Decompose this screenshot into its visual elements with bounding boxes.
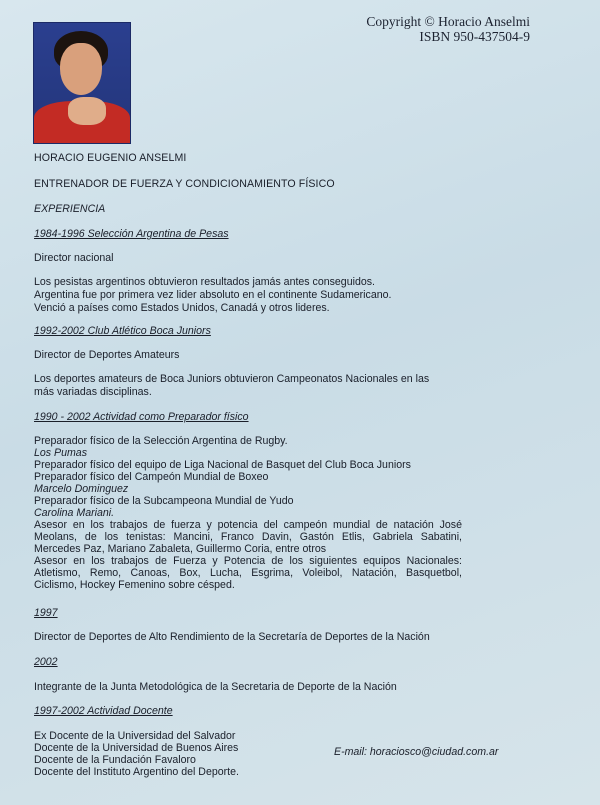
section-line: Argentina fue por primera vez lider absoluto en el continente Sudamericano.	[34, 289, 392, 301]
section-line: Asesor en los trabajos de Fuerza y Potencia de los siguientes equipos Nacionales:	[34, 555, 462, 567]
section-line: Preparador físico de la Subcampeona Mundial de Yudo	[34, 495, 294, 507]
section-line: Atletismo, Remo, Canoas, Box, Lucha, Esgrima, Voleibol, Natación, Basquetbol,	[34, 567, 462, 579]
author-name: HORACIO EUGENIO ANSELMI	[34, 152, 187, 164]
section-heading: 1997-2002 Actividad Docente	[34, 705, 173, 717]
section-line: Docente de la Universidad de Buenos Aires	[34, 742, 239, 754]
section-line: Meolans, de los tenistas: Mancini, Franco Davin, Gastón Etlis, Gabriela Sabatini,	[34, 531, 462, 543]
experience-heading: EXPERIENCIA	[34, 203, 106, 215]
section-role: Director nacional	[34, 252, 114, 264]
section-line: más variadas disciplinas.	[34, 386, 152, 398]
section-heading: 2002	[34, 656, 58, 668]
section-heading: 1990 - 2002 Actividad como Preparador físico	[34, 411, 249, 423]
section-line: Preparador físico de la Selección Argentina de Rugby.	[34, 435, 288, 447]
section-heading: 1997	[34, 607, 58, 619]
section-line: Los Pumas	[34, 447, 87, 459]
job-title: ENTRENADOR DE FUERZA Y CONDICIONAMIENTO FÍSICO	[34, 178, 335, 190]
section-line: Ciclismo, Hockey Femenino sobre césped.	[34, 579, 235, 591]
isbn-text: ISBN 950-437504-9	[419, 29, 530, 44]
copyright-block	[366, 14, 530, 44]
section-line: Asesor en los trabajos de fuerza y potencia del campeón mundial de natación José	[34, 519, 462, 531]
section-line: Docente del Instituto Argentino del Deporte.	[34, 766, 239, 778]
email-address: E-mail: horaciosco@ciudad.com.ar	[334, 746, 499, 758]
section-line: Venció a países como Estados Unidos, Canadá y otros lideres.	[34, 302, 330, 314]
section-line: Carolina Mariani.	[34, 507, 115, 519]
section-line: Los deportes amateurs de Boca Juniors obtuvieron Campeonatos Nacionales en las	[34, 373, 430, 385]
section-role: Director de Deportes de Alto Rendimiento de la Secretaría de Deportes de la Nación	[34, 631, 430, 643]
author-photo	[33, 22, 131, 144]
section-role: Integrante de la Junta Metodológica de la Secretaria de Deporte de la Nación	[34, 681, 397, 693]
section-heading: 1984-1996 Selección Argentina de Pesas	[34, 228, 229, 240]
section-role: Director de Deportes Amateurs	[34, 349, 180, 361]
section-line: Preparador físico del Campeón Mundial de Boxeo	[34, 471, 269, 483]
section-heading: 1992-2002 Club Atlético Boca Juniors	[34, 325, 211, 337]
section-line: Preparador físico del equipo de Liga Nacional de Basquet del Club Boca Juniors	[34, 459, 411, 471]
section-line: Docente de la Fundación Favaloro	[34, 754, 196, 766]
section-line: Los pesistas argentinos obtuvieron resultados jamás antes conseguidos.	[34, 276, 375, 288]
section-line: Marcelo Dominguez	[34, 483, 129, 495]
section-line: Ex Docente de la Universidad del Salvador	[34, 730, 236, 742]
section-line: Mercedes Paz, Mariano Zabaleta, Guillermo Coria, entre otros	[34, 543, 327, 555]
copyright-text: Copyright © Horacio Anselmi	[366, 14, 530, 29]
